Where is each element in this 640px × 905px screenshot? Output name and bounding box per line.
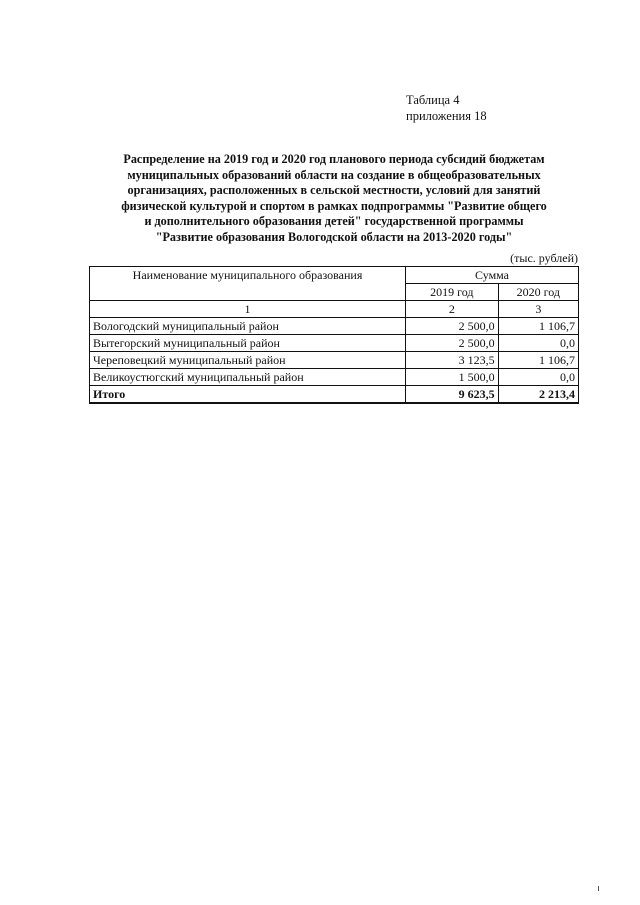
district-name: Вытегорский муниципальный район (90, 335, 406, 352)
table-row (90, 318, 579, 335)
table-row (90, 335, 579, 352)
amount-2019: 2 500,0 (406, 318, 499, 335)
table-number: Таблица 4 (406, 93, 460, 107)
column-numbers-row (90, 301, 579, 318)
table-row (90, 352, 579, 369)
table-row (90, 369, 579, 386)
title-line: физической культурой и спортом в рамках подпрограммы "Развитие общего (121, 198, 547, 213)
header-name: Наименование муниципального образования (90, 267, 406, 301)
title-line: Распределение на 2019 год и 2020 год планового периода субсидий бюджетам (123, 152, 545, 166)
column-number: 1 (90, 301, 406, 318)
total-row (90, 386, 579, 404)
district-name: Вологодский муниципальный район (90, 318, 406, 335)
units-note: (тыс. рублей) (510, 251, 578, 265)
header-year-2019: 2019 год (406, 284, 499, 301)
column-number: 2 (406, 301, 499, 318)
total-2020: 2 213,4 (498, 386, 578, 404)
document-title (88, 152, 580, 246)
header-row (90, 267, 579, 284)
amount-2019: 2 500,0 (406, 335, 499, 352)
amount-2019: 3 123,5 (406, 352, 499, 369)
appendix-reference (406, 92, 487, 124)
title-line: организациях, расположенных в сельской местности, условий для занятий (127, 183, 541, 198)
title-line: и дополнительного образования детей" государственной программы (144, 214, 524, 229)
appendix-number: приложения 18 (406, 109, 487, 123)
amount-2019: 1 500,0 (406, 369, 499, 386)
subsidy-table (89, 266, 579, 404)
header-sum: Сумма (406, 267, 579, 284)
amount-2020: 1 106,7 (498, 352, 578, 369)
scan-artifact (598, 886, 599, 891)
total-2019: 9 623,5 (406, 386, 499, 404)
district-name: Череповецкий муниципальный район (90, 352, 406, 369)
district-name: Великоустюгский муниципальный район (90, 369, 406, 386)
title-line: "Развитие образования Вологодской области на 2013-2020 годы" (155, 229, 513, 244)
amount-2020: 1 106,7 (498, 318, 578, 335)
column-number: 3 (498, 301, 578, 318)
total-label: Итого (90, 386, 406, 404)
header-year-2020: 2020 год (498, 284, 578, 301)
amount-2020: 0,0 (498, 369, 578, 386)
amount-2020: 0,0 (498, 335, 578, 352)
title-line: муниципальных образований области на создание в общеобразовательных (127, 167, 541, 182)
